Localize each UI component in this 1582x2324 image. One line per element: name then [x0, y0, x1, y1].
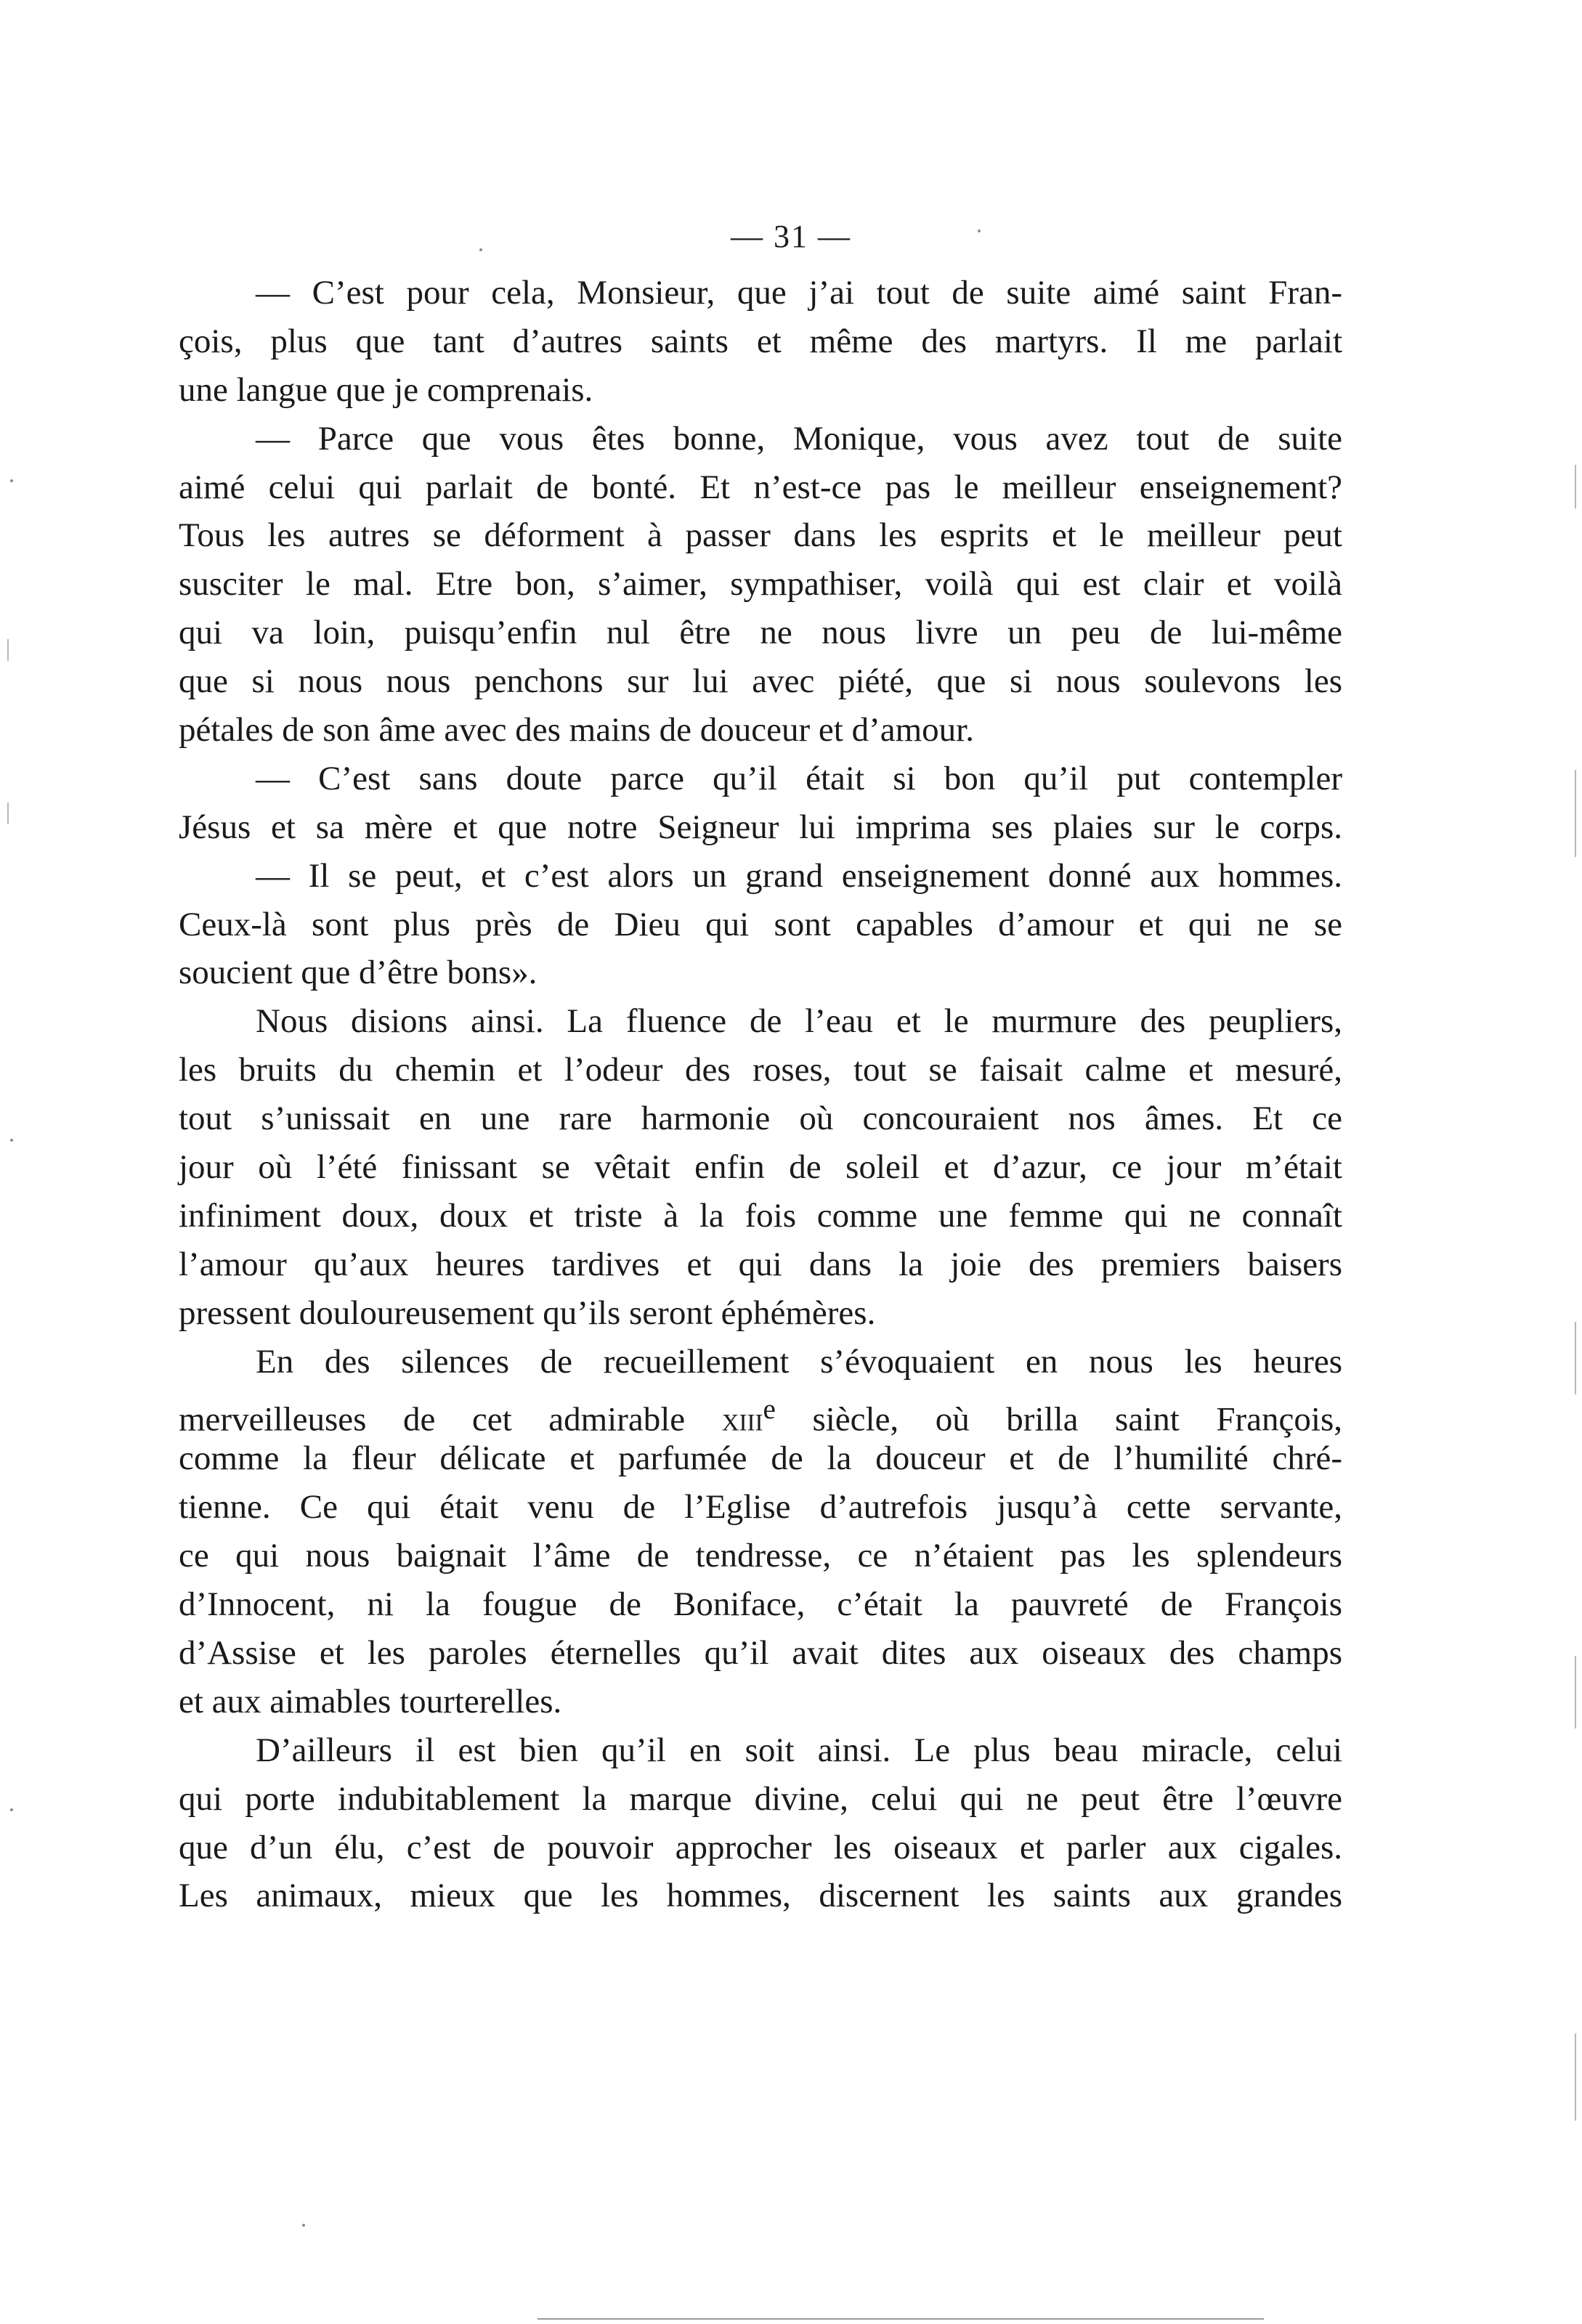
text-line: — Parce que vous êtes bonne, Monique, vous avez tout de suite [256, 419, 1342, 458]
text-line: — C’est pour cela, Monsieur, que j’ai tout de suite aimé saint Fran- [256, 274, 1342, 312]
text-line: pétales de son âme avec des mains de douceur et d’amour. [179, 711, 974, 749]
scan-speck [10, 1808, 13, 1811]
body-text [179, 269, 1342, 1920]
text-line: aimé celui qui parlait de bonté. Et n’est-ce pas le meilleur enseignement? [179, 468, 1342, 506]
text-line: ce qui nous baignait l’âme de tendresse, ce n’étaient pas les splendeurs [179, 1537, 1342, 1575]
scan-speck [10, 479, 13, 482]
page-number: — 31 — [731, 219, 851, 254]
text-line: tout s’unissait en une rare harmonie où concouraient nos âmes. Et ce [179, 1100, 1342, 1138]
scan-margin-mark [1575, 1656, 1576, 1728]
text-line: qui porte indubitablement la marque divine, celui qui ne peut être l’œuvre [179, 1779, 1342, 1818]
text-line: Jésus et sa mère et que notre Seigneur lui imprima ses plaies sur le corps. [179, 808, 1342, 846]
text-line: d’Innocent, ni la fougue de Boniface, c’était la pauvreté de François [179, 1585, 1342, 1624]
text-line: Ceux-là sont plus près de Dieu qui sont capables d’amour et qui ne se [179, 905, 1342, 943]
text-line: d’Assise et les paroles éternelles qu’il avait dites aux oiseaux des champs [179, 1633, 1342, 1672]
scan-margin-mark [1575, 770, 1576, 857]
text-line: que d’un élu, c’est de pouvoir approcher les oiseaux et parler aux cigales. [179, 1828, 1342, 1866]
text-line: Tous les autres se déforment à passer dans les esprits et le meilleur peut [179, 516, 1342, 555]
text-line: susciter le mal. Etre bon, s’aimer, sympathiser, voilà qui est clair et voilà [179, 565, 1342, 604]
scan-margin-mark [7, 803, 9, 824]
line-segment: siècle, où brilla saint François, [775, 1401, 1342, 1439]
scan-speck [479, 248, 482, 251]
text-line: comme la fleur délicate et parfumée de la douceur et de l’humilité chré- [179, 1439, 1342, 1478]
text-line: les bruits du chemin et l’odeur des roses, tout se faisait calme et mesuré, [179, 1051, 1342, 1089]
text-line: et aux aimables tourterelles. [179, 1682, 562, 1720]
text-line: qui va loin, puisqu’enfin nul être ne nous livre un peu de lui-même [179, 614, 1342, 652]
century-numeral: xiii [721, 1401, 763, 1439]
text-line: tienne. Ce qui était venu de l’Eglise d’autrefois jusqu’à cette servante, [179, 1488, 1342, 1527]
text-line: soucient que d’être bons». [179, 954, 538, 992]
text-line: une langue que je comprenais. [179, 370, 593, 409]
text-line: que si nous nous penchons sur lui avec piété, que si nous soulevons les [179, 662, 1342, 701]
text-line: Les animaux, mieux que les hommes, discernent les saints aux grandes [179, 1877, 1342, 1915]
scan-speck [978, 229, 981, 232]
scan-margin-mark [7, 639, 9, 661]
text-line: — C’est sans doute parce qu’il était si bon qu’il put contempler [256, 759, 1342, 797]
scan-bottom-rule [538, 2318, 1264, 2320]
scan-margin-mark [1575, 1322, 1576, 1394]
text-line: pressent douloureusement qu’ils seront éphémères. [179, 1293, 876, 1332]
scan-margin-mark [1575, 2033, 1576, 2121]
ordinal-superscript: e [763, 1394, 776, 1426]
scan-speck [10, 1139, 13, 1142]
text-line: Nous disions ainsi. La fluence de l’eau et le murmure des peupliers, [256, 1002, 1342, 1041]
text-line: çois, plus que tant d’autres saints et même des martyrs. Il me parlait [179, 322, 1342, 360]
text-line: En des silences de recueillement s’évoquaient en nous les heures [256, 1342, 1342, 1381]
scan-speck [302, 2224, 305, 2227]
text-line: l’amour qu’aux heures tardives et qui dans la joie des premiers baisers [179, 1245, 1342, 1283]
text-line: jour où l’été finissant se vêtait enfin de soleil et d’azur, ce jour m’était [179, 1148, 1342, 1187]
text-line: — Il se peut, et c’est alors un grand enseignement donné aux hommes. [256, 856, 1342, 895]
scan-margin-mark [1575, 465, 1576, 508]
text-line [179, 1386, 1342, 1439]
text-line: infiniment doux, doux et triste à la fois comme une femme qui ne connaît [179, 1196, 1342, 1235]
text-line: D’ailleurs il est bien qu’il en soit ainsi. Le plus beau miracle, celui [256, 1731, 1342, 1769]
line-segment: merveilleuses de cet admirable [179, 1401, 722, 1439]
